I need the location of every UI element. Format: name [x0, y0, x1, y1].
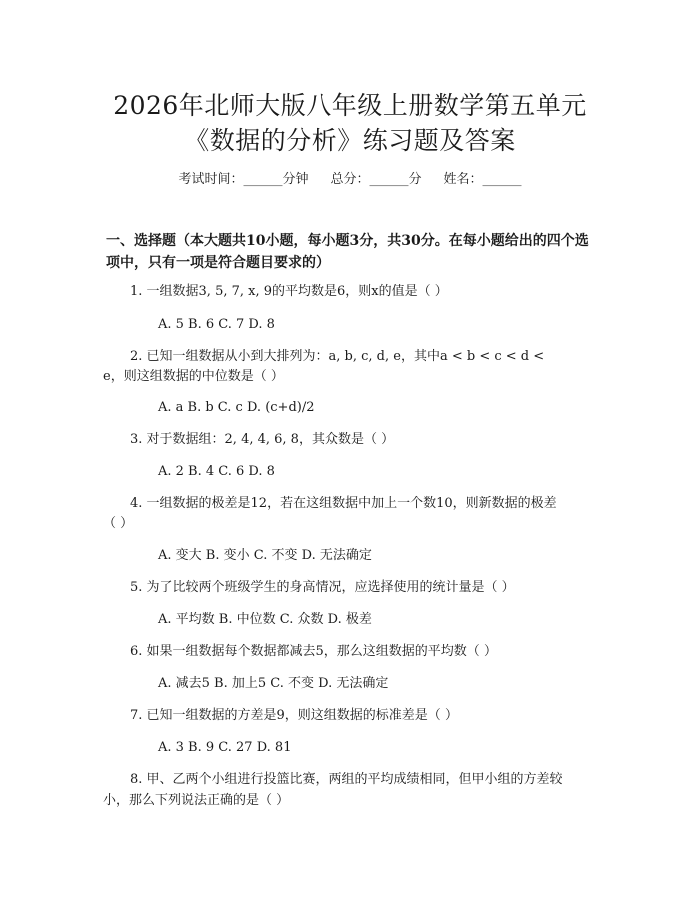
question-2-text: 2. 已知一组数据从小到大排列为：a, b, c, d, e，其中a < b < c < d <	[130, 349, 545, 364]
question-6-options: A. 减去5 B. 加上5 C. 不变 D. 无法确定	[158, 676, 389, 691]
section-heading-line-2: 项中，只有一项是符合题目要求的）	[106, 255, 330, 271]
question-2-options: A. a B. b C. c D. (c+d)/2	[158, 400, 315, 415]
student-name-field: 姓名：______	[443, 172, 522, 187]
question-4-text-continued: （ ）	[103, 516, 134, 531]
question-1-text: 1. 一组数据3, 5, 7, x, 9的平均数是6，则x的值是（ ）	[130, 284, 448, 299]
question-8-text-continued: 小，那么下列说法正确的是（ ）	[103, 793, 290, 808]
question-7-text: 7. 已知一组数据的方差是9，则这组数据的标准差是（ ）	[130, 708, 458, 723]
question-5-options: A. 平均数 B. 中位数 C. 众数 D. 极差	[158, 612, 372, 627]
question-5-text: 5. 为了比较两个班级学生的身高情况，应选择使用的统计量是（ ）	[130, 580, 515, 595]
document-title-line-1: 2026年北师大版八年级上册数学第五单元	[113, 91, 587, 120]
section-heading-line-1: 一、选择题（本大题共10小题，每小题3分，共30分。在每小题给出的四个选	[106, 233, 589, 249]
document-title-line-2: 《数据的分析》练习题及答案	[184, 126, 516, 155]
question-8-text: 8. 甲、乙两个小组进行投篮比赛，两组的平均成绩相同，但甲小组的方差较	[130, 772, 563, 787]
question-3-text: 3. 对于数据组：2, 4, 4, 6, 8，其众数是（ ）	[130, 432, 395, 447]
question-7-options: A. 3 B. 9 C. 27 D. 81	[158, 740, 292, 755]
question-6-text: 6. 如果一组数据每个数据都减去5，那么这组数据的平均数（ ）	[130, 644, 497, 659]
exam-time-field: 考试时间：______分钟	[178, 172, 309, 187]
question-4-options: A. 变大 B. 变小 C. 不变 D. 无法确定	[158, 548, 372, 563]
question-2-text-continued: e，则这组数据的中位数是（ ）	[103, 369, 284, 384]
total-score-field: 总分：______分	[330, 172, 422, 187]
question-1-options: A. 5 B. 6 C. 7 D. 8	[158, 317, 275, 332]
exam-info	[0, 168, 700, 187]
question-3-options: A. 2 B. 4 C. 6 D. 8	[158, 464, 275, 479]
question-4-text: 4. 一组数据的极差是12，若在这组数据中加上一个数10，则新数据的极差	[130, 496, 557, 511]
